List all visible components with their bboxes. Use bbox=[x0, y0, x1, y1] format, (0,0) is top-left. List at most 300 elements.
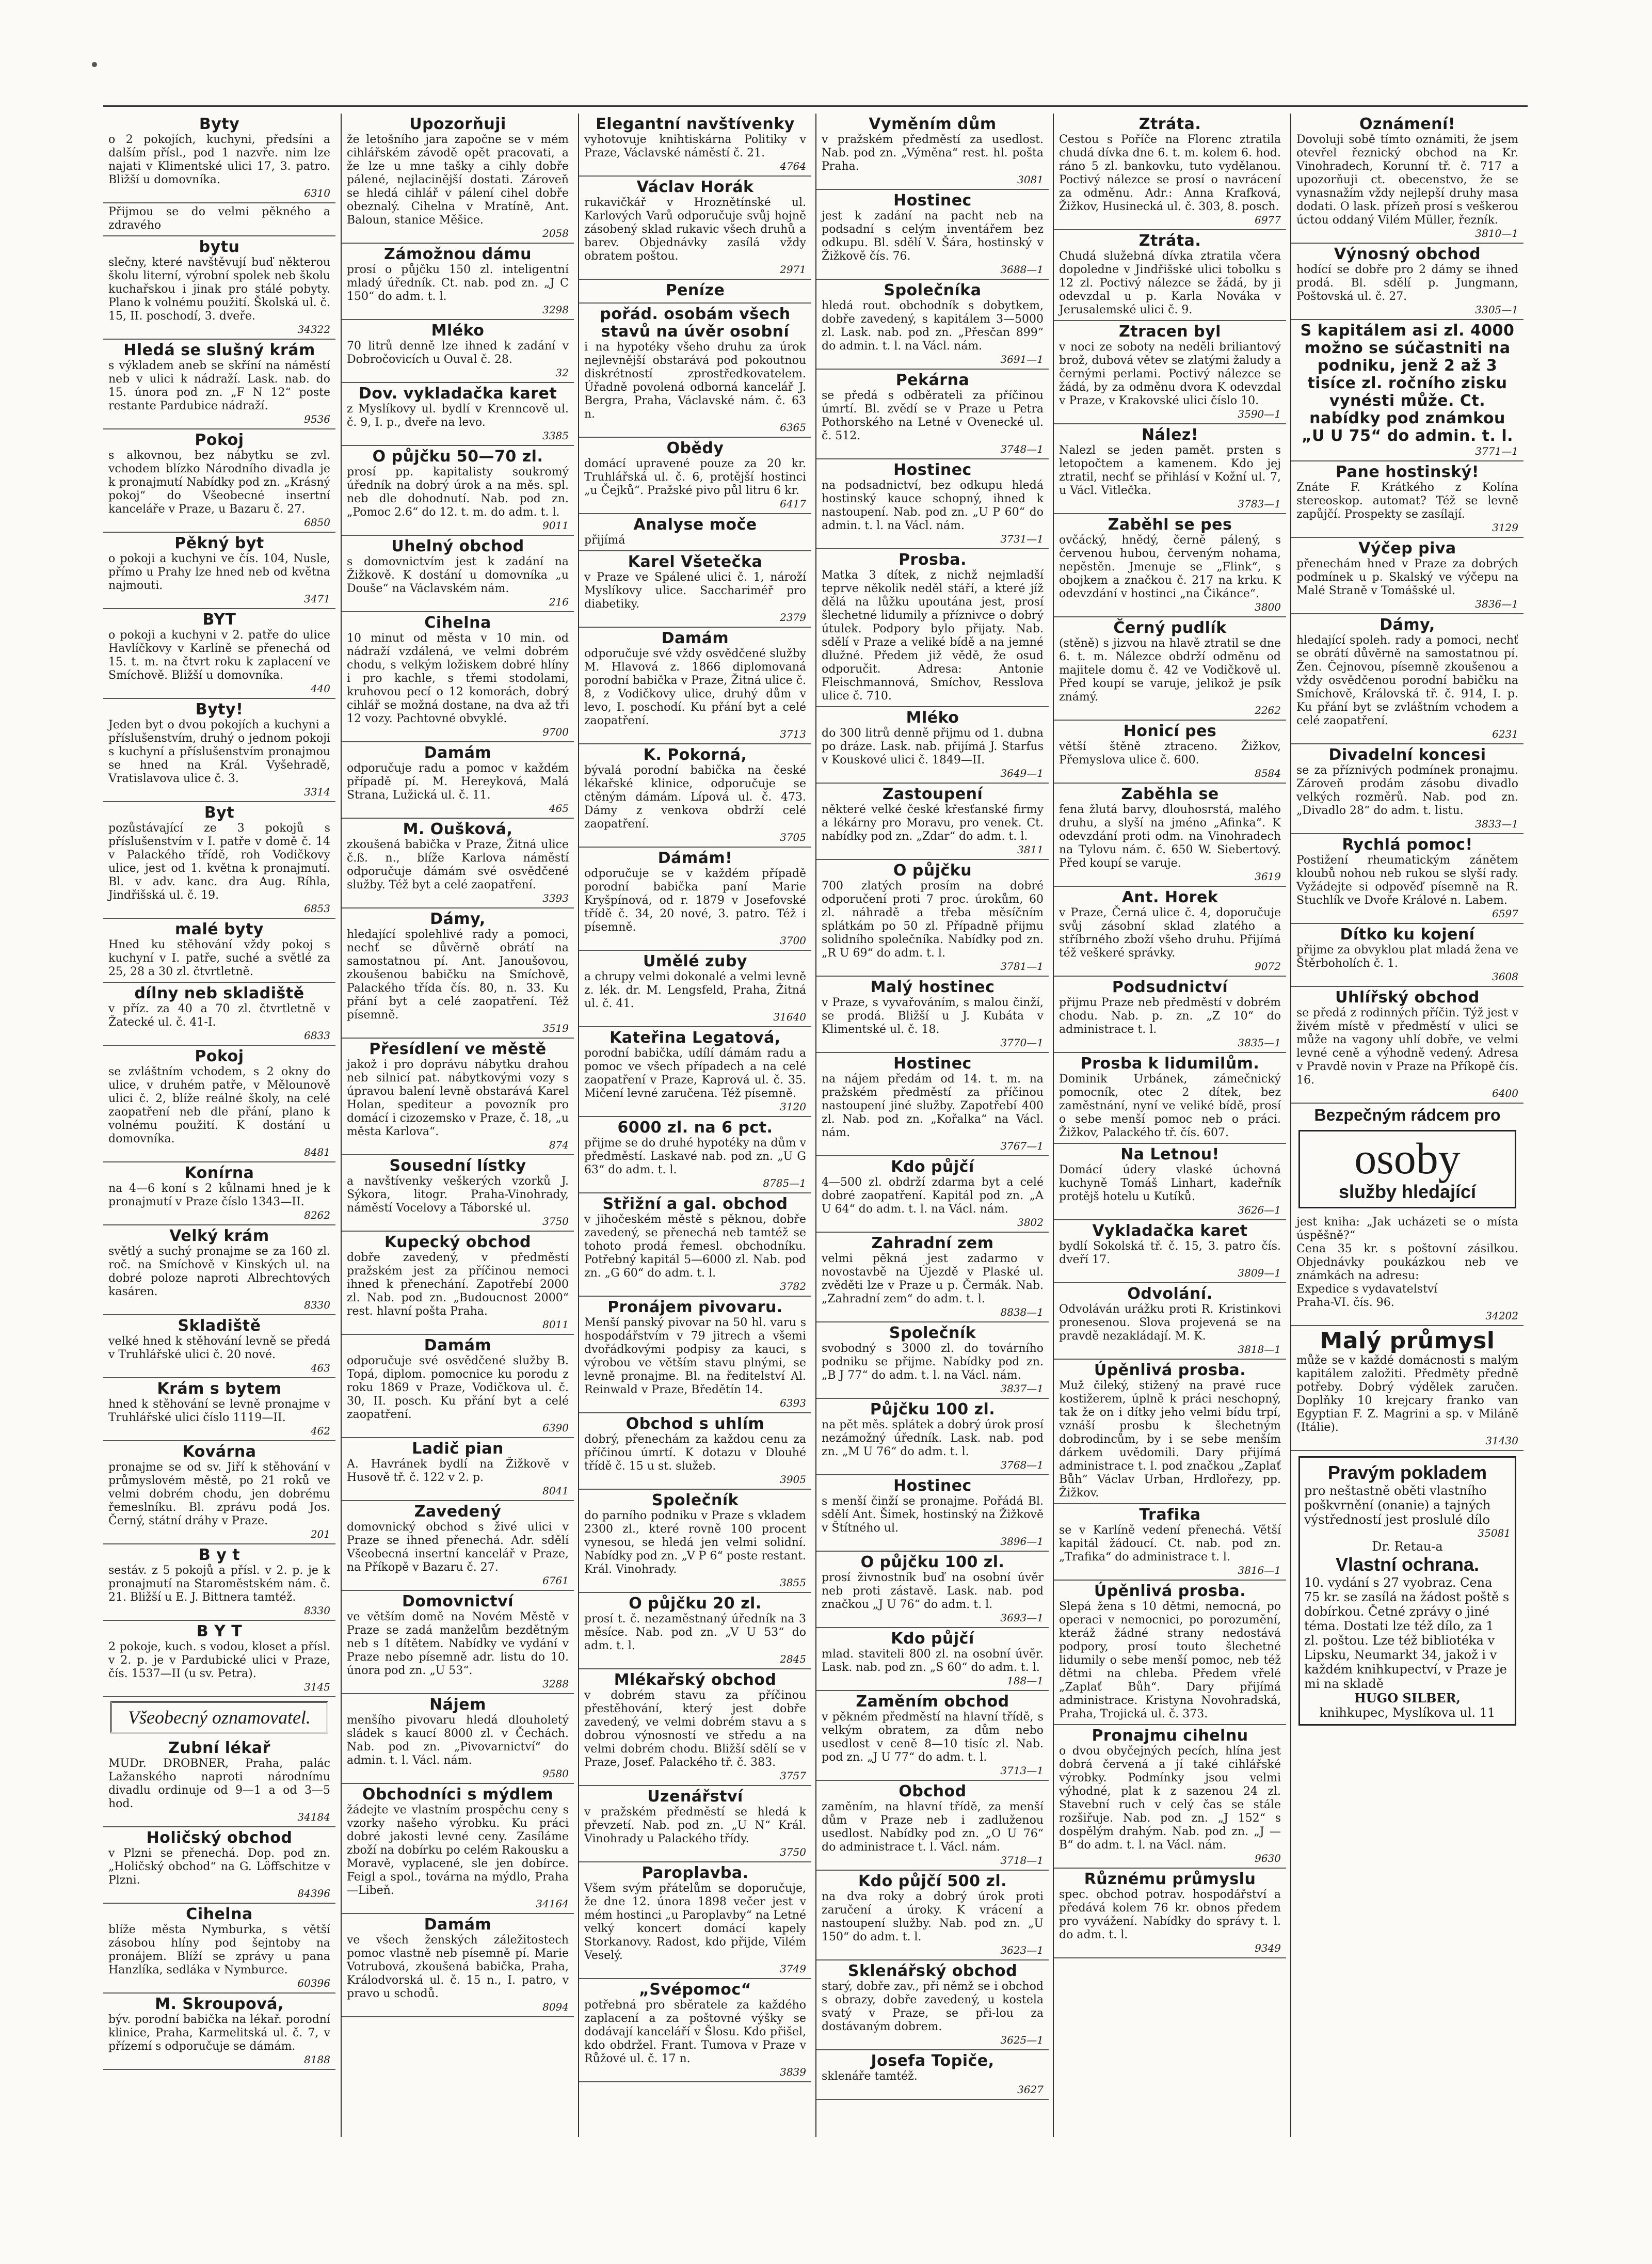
sluzby-word: služby hledající bbox=[1338, 1181, 1477, 1202]
classified-ad bbox=[342, 1501, 574, 1591]
ad-reference-number: 34184 bbox=[297, 1811, 330, 1823]
ad-body: s domovnictvím jest k zadání na Žižkově. K dostání u domovníka „u Douše“ na Václavském nám. bbox=[347, 555, 569, 595]
ad-heading: Zaběhl se pes bbox=[1108, 516, 1232, 534]
ad-reference-number: 3649—1 bbox=[1000, 767, 1044, 779]
ad-body: Matka 3 dítek, z nichž nejmladší teprve několik neděl stáří, a které jíž dělá na lůžku upoutána jest, prosí šlechetné lidumily a příznivce o dobrý útulek. Podpory bylo přijaty. Nab. sdělí v Praze a veliké bídě a na jemné dlužné. Předem již vědě, že osud odporučit. Adresa: Antonie Fleischmannová, Smíchov, Resslova ulice č. 710. bbox=[822, 569, 1044, 703]
ad-heading: Dov. vykladačka karet bbox=[358, 385, 557, 403]
classified-ad bbox=[1291, 834, 1523, 924]
book-line: Praha-VI. čís. 96. bbox=[1296, 1296, 1394, 1309]
ad-body: Domácí údery vlaské úchovná kuchyně Tomáš Linhart, kadeřník protějš hotelu u Kutíků. bbox=[1059, 1163, 1281, 1203]
ad-heading: Pokoj bbox=[195, 1047, 244, 1065]
ad-body: s menší činží se pronajme. Pořádá Bl. sdělí Ant. Šimek, hostinský na Žižkově v Štítného ul. bbox=[822, 1495, 1044, 1535]
ad-heading: Byt bbox=[204, 804, 235, 822]
ad-heading: Společníka bbox=[884, 281, 982, 299]
osoby-box bbox=[1298, 1130, 1516, 1208]
ad-body: o dvou obyčejných pecích, hlína jest dobrá červená a jí také cihlářské výrobky. Podmínky jsou velmi výhodné, plat k z sazenou 24 zl. Stavební ruch v celý čas se stále rozšiřuje. Nab. pod zn. „J 152“ s dospělým drahým. Nab. pod zn. „J — B“ do adm. t. l. na Václ. nám. bbox=[1059, 1745, 1281, 1852]
ad-body: Dominik Urbánek, zámečnický pomocník, otec 2 dítek, bez zaměstnání, nyní ve veliké bídě, prosí o sebe menší pomoc neb o práci. Žižkov, Palackého tř. čís. 607. bbox=[1059, 1073, 1281, 1139]
classified-ad bbox=[1054, 424, 1286, 514]
ad-body: s výkladem aneb se skříní na náměstí neb v ulici k nádraží. Lask. nab. do 15. února pod zn. „F N 12“ poste restante Pardubice nádraží. bbox=[108, 359, 330, 412]
classified-ad bbox=[103, 1544, 335, 1621]
ad-body: na 4—6 koní s 2 kůlnami hned je k pronajmutí v Praze číslo 1343—II. bbox=[108, 1182, 330, 1208]
ad-body: Hned ku stěhování vždy pokoj s kuchyní v I. patře, suché a světlé za 25, 28 a 30 zl. čtvrtletně. bbox=[108, 938, 330, 978]
ad-heading: Vyměním dům bbox=[869, 115, 997, 133]
ad-body: Dovoluji sobě tímto oznámiti, že jsem otevřel řeznický obchod na Kr. Vinohradech, Korunní tř. č. 717 a upozorňuji ct. obecenstvo, že se vynasnažím vždy nejlepší druhy masa dodati. O lask. přízeň prosí s veškerou úctou oddaný Vilém Müller, řezník. bbox=[1296, 133, 1518, 227]
ad-body: Muž čileký, stižený na pravé ruce kostižerem, úplně k práci neschopný, tak že on i dítky jeho velmi bídu trpí, vznáší prosbu k šlechetným dobrodincům, by i se sebe menším dárkem uvědomili. Dary přijímá administrace t. l. pod značkou „Zaplať Bůh“ Václav Urban, Hrdlořezy, pp. Žižkov. bbox=[1059, 1379, 1281, 1500]
ad-reference-number: 3623—1 bbox=[1000, 1944, 1044, 1956]
ad-body: přijímá bbox=[584, 534, 625, 547]
ad-body: odporučuje radu a pomoc v každém případě pí. M. Hereyková, Malá Strana, Lužická ul. č. 11. bbox=[347, 762, 569, 802]
ad-body: ve větším domě na Novém Městě v Praze se zadá manželům bezdětným neb s 1 dítětem. Nabídky ve vydání v Praze nebo písemně adr. listu do 10. února pod zn. „U 53“. bbox=[347, 1611, 569, 1677]
ad-body: A. Havránek bydlí na Žižkově v Husově tř. č. 122 v 2. p. bbox=[347, 1458, 569, 1484]
classified-ad bbox=[816, 1628, 1049, 1691]
ad-heading: Nájem bbox=[429, 1696, 486, 1714]
ad-heading: Kdo půjčí bbox=[891, 1630, 974, 1648]
ad-body: na podsadnictví, bez odkupu hledá hostinský kauce schopný, ihned k nastoupení. Nab. pod zn. „U P 60“ do admin. t. l. na Václ. nám. bbox=[822, 479, 1044, 532]
poklad-heading: Pravým pokladem bbox=[1327, 1462, 1487, 1483]
classified-ad bbox=[816, 114, 1049, 190]
ad-body: přijme za obvyklou plat mladá žena ve Štěrboholích č. 1. bbox=[1296, 944, 1518, 970]
poklad-seller-address: knihkupec, Myslíkova ul. 11 bbox=[1319, 1705, 1496, 1720]
classified-ad bbox=[816, 1322, 1049, 1399]
ad-body: o pokoji a kuchyni ve čís. 104, Nusle, přímo u Prahy lze hned neb od května najmouti. bbox=[108, 552, 330, 592]
ad-reference-number: 3816—1 bbox=[1238, 1564, 1281, 1576]
ad-reference-number: 463 bbox=[310, 1362, 330, 1374]
ad-heading: Umělé zuby bbox=[643, 952, 747, 970]
classified-ad bbox=[816, 370, 1049, 459]
ad-heading: Byty bbox=[199, 115, 240, 133]
ad-reference-number: 60396 bbox=[297, 1977, 330, 1989]
maly-prumysl-heading: Malý průmysl bbox=[1320, 1328, 1495, 1354]
classified-ad bbox=[1291, 461, 1523, 538]
ad-reference-number: 3608 bbox=[1492, 970, 1518, 983]
ad-reference-number: 8188 bbox=[304, 2053, 330, 2066]
ink-spot bbox=[92, 62, 97, 67]
ad-heading: Obchod s uhlím bbox=[625, 1415, 765, 1433]
ad-body: Jeden byt o dvou pokojích a kuchyni a příslušenstvím, druhý o jednom pokoji s kuchyní a příslušenstvím pronajmou se hned na Král. Vyšehradě, Vratislavova ulice č. 3. bbox=[108, 719, 330, 785]
ad-body: žádejte ve vlastním prospěchu ceny s vzorky našeho výrobku. Ku práci dobré jakosti levné ceny. Zasíláme zboží na dobírku po celém Rakousku a Moravě, vyplacené, sle jen dobírce. Feigl a spol., továrna na mýdlo, Praha—Libeň. bbox=[347, 1804, 569, 1897]
ad-heading: Pronajmu cihelnu bbox=[1092, 1727, 1248, 1745]
ad-heading: Holičský obchod bbox=[146, 1829, 293, 1847]
ad-reference-number: 9349 bbox=[1255, 1942, 1281, 1954]
ad-body: se v Karlíně vedení přenechá. Větší kapitál žádoucí. Ct. nab. pod zn. „Trafika“ do administrace t. l. bbox=[1059, 1524, 1281, 1564]
ad-body: blíže města Nymburka, s větší zásobou hlíny pod šejntoby na pronájem. Blíží se zprávy u pana Hanzlíka, sedláka v Nymburce. bbox=[108, 1923, 330, 1976]
ad-reference-number: 3770—1 bbox=[1000, 1037, 1044, 1049]
ad-heading: Damám bbox=[661, 629, 729, 647]
ad-heading: Hostinec bbox=[893, 192, 972, 210]
ad-heading: Václav Horák bbox=[636, 178, 754, 196]
classified-ad bbox=[1054, 977, 1286, 1053]
ad-heading: Mléko bbox=[431, 322, 485, 340]
poklad-seller: HUGO SILBER, bbox=[1354, 1691, 1461, 1705]
column-5 bbox=[1053, 114, 1286, 2137]
ad-body: dobrý, přenechám za každou cenu za příčinou úmrtí. K dotazu v Dlouhé třídě č. 15 u st. služeb. bbox=[584, 1433, 806, 1473]
ad-heading: Hostinec bbox=[893, 1055, 972, 1073]
classified-ad bbox=[816, 1960, 1049, 2050]
classified-ad bbox=[342, 612, 574, 742]
poklad-box bbox=[1298, 1456, 1516, 1726]
ad-reference-number: 3818—1 bbox=[1238, 1343, 1281, 1356]
ad-body: přijme se do druhé hypotéky na dům v předměstí. Laskavé nab. pod zn. „U G 63“ do adm. t. l. bbox=[584, 1137, 806, 1176]
classifieds-page bbox=[103, 114, 1528, 2137]
ad-body: mlad. staviteli 800 zl. na osobní úvěr. Lask. nab. pod zn. „S 60“ do adm. t. l. bbox=[822, 1648, 1044, 1674]
classified-ad bbox=[579, 551, 811, 628]
ad-body: Slepá žena s 10 dětmi, nemocná, po operaci v nemocnici, po porozumění, kteráž žádné strany nedostává podpory, prosí touto šlechetné lidumily o sebe menší pomoc, neb též dětmi na chleba. Předem vřelé „Zaplať Bůh“. Dary přijímá administrace. Kristyna Novohradská, Praha, Trojická ul. č. 373. bbox=[1059, 1600, 1281, 1720]
classified-ad bbox=[103, 802, 335, 919]
ad-reference-number: 6393 bbox=[780, 1397, 806, 1409]
classified-ad bbox=[342, 536, 574, 612]
ad-heading: Společník bbox=[889, 1324, 976, 1342]
ad-reference-number: 3800 bbox=[1255, 601, 1281, 613]
classified-ad bbox=[103, 1994, 335, 2070]
ad-body: Menší panský pivovar na 50 hl. varu s hospodářstvím v 79 jitrech a všemi dvořádkovými podpisy za kauci, s výrobou ve větším stavu plnými, se levně pronajme. Bl. na ředitelství Al. Reinwald v Praze, Bředětín 14. bbox=[584, 1316, 806, 1396]
ad-reference-number: 2845 bbox=[780, 1653, 806, 1665]
ad-heading: Ztráta. bbox=[1138, 232, 1201, 250]
ad-body: zaměním, na hlavní třídě, za menší dům v Praze neb i zadluženou usedlost. Nabídky pod zn. „O U 76“ do administrace t. l. Václ. nám. bbox=[822, 1800, 1044, 1854]
ad-heading: Upozorňuji bbox=[409, 115, 506, 133]
classified-ad bbox=[1291, 614, 1523, 744]
classified-ad bbox=[816, 549, 1049, 707]
column-1 bbox=[103, 114, 335, 2137]
ad-body: jakož i pro doprávu nábytku drahou neb silnicí pat. nábytkovými vozy s úpravou balení levně obstarává Karel Holan, spediteur a povozník pro domácí i cizozemsko v Praze, č. 18, „u města Karlova“. bbox=[347, 1058, 569, 1138]
classified-ad bbox=[103, 1827, 335, 1904]
ad-heading: Byty! bbox=[195, 700, 244, 719]
classified-ad bbox=[103, 340, 335, 429]
ad-body: Přijmou se do velmi pěkného a zdravého bbox=[108, 205, 330, 232]
ad-reference-number: 3393 bbox=[542, 892, 569, 904]
ad-body: z Myslíkovy ul. bydlí v Krenncově ul. č. 9, I. p., dveře na levo. bbox=[347, 403, 569, 429]
ad-body: bydlí Sokolská tř. č. 15, 3. patro čís. dveří 17. bbox=[1059, 1240, 1281, 1266]
ad-body: 10 minut od města v 10 min. od nádraží vzdálená, ve velmi dobrém chodu, s velkým ložiskem dobré hlíny i pro kachle, s třemi stodolami, kruhovou pecí o 12 komorách, dobrý cihlář se možná dostane, na dva až tři 12 vozy. Pachtovné obvyklé. bbox=[347, 632, 569, 725]
ad-body: větší štěně ztraceno. Žižkov, Přemyslova ulice č. 600. bbox=[1059, 740, 1281, 767]
ad-heading: M. Oušková, bbox=[403, 820, 513, 838]
ad-body: 700 zlatých prosím na dobré odporučení proti 7 proc. úrokům, 60 zl. náhradě a třeba měsíčním splátkám po 50 zl. Případně přijmu solidního společníka. Nabídky pod zn. „R U 69“ do adm. t. l. bbox=[822, 880, 1044, 960]
ad-reference-number: 6761 bbox=[542, 1574, 569, 1587]
classified-ad bbox=[579, 1490, 811, 1593]
ad-reference-number: 3810—1 bbox=[1475, 227, 1518, 240]
ad-heading: Zaměním obchod bbox=[856, 1693, 1009, 1711]
classified-ad bbox=[103, 1441, 335, 1544]
ad-heading: pořád. osobám všech stavů na úvěr osobní bbox=[600, 305, 791, 341]
ad-body: v pěkném předměstí na hlavní třídě, s velkým obratem, za dům nebo usedlost v ceně 8—10 tisíc zl. Nab. pod zn. „J U 77“ do adm. t. l. bbox=[822, 1711, 1044, 1764]
classified-ad bbox=[103, 1162, 335, 1225]
ad-reference-number: 3836—1 bbox=[1475, 598, 1518, 610]
ad-reference-number: 34164 bbox=[536, 1898, 569, 1910]
ad-body: Znáte F. Krátkého z Kolína stereoskop. automat? Též se levně zapůjčí. Prospekty se zasílají. bbox=[1296, 481, 1518, 521]
classified-ad bbox=[1291, 744, 1523, 834]
classified-ad bbox=[816, 1691, 1049, 1781]
ad-body: býv. porodní babička na lékař. porodní klinice, Praha, Karmelitská ul. č. 7, v přízemí s odporučuje se dámám. bbox=[108, 2013, 330, 2053]
classified-ad bbox=[579, 628, 811, 744]
ad-reference-number: 9700 bbox=[542, 726, 569, 738]
ad-heading: Střižní a gal. obchod bbox=[602, 1195, 788, 1213]
ad-reference-number: 6977 bbox=[1255, 214, 1281, 226]
ad-body: některé velké české křesťanské firmy a lékárny pro Moravu, pro venek. Ct. nabídky pod zn. „Zdar“ do adm. t. l. bbox=[822, 803, 1044, 843]
ad-reference-number: 3771—1 bbox=[1475, 445, 1518, 457]
ad-body: ve všech ženských záležitostech pomoc vlastně neb písemně pí. Marie Votrubová, zkoušená babička, Praha, Králodvorská ul. č. 15 n., I. patro, v pravo u schodů. bbox=[347, 1934, 569, 2000]
ad-reference-number: 3750 bbox=[780, 1846, 806, 1858]
ad-reference-number: 9072 bbox=[1255, 960, 1281, 972]
ad-body: bývalá porodní babička na české lékařské klinice, odporučuje se ctěným dámám. Lípová ul. č. 473. Dámy z venkova obdrží celé zaopatření. bbox=[584, 764, 806, 831]
ad-body: domácí upravené pouze za 20 kr. Truhlářská ul. č. 6, protější hostinci „u Čejků“. Pražské pivo půl litru 6 kr. bbox=[584, 457, 806, 497]
ad-reference-number: 6231 bbox=[1492, 728, 1518, 740]
ad-reference-number: 9536 bbox=[304, 413, 330, 425]
ad-reference-number: 3713 bbox=[780, 728, 806, 740]
classified-ad bbox=[103, 114, 335, 203]
ad-heading: Oznámení! bbox=[1359, 115, 1455, 133]
poklad-tail: 10. vydání s 27 vyobraz. Cena 75 kr. se zasílá na žádost poště s dobírkou. Četné zprávy o jiné téma. Dostati lze též dílo, za 1 zl. poštou. Lze též bibliotéka v Lipsku, Neumarkt 34, jakož i v každém knihkupectví, v Praze je mi na skladě bbox=[1304, 1575, 1510, 1691]
ad-heading: Analyse moče bbox=[633, 516, 757, 534]
ad-heading: Půjčku 100 zl. bbox=[870, 1400, 996, 1418]
ad-body: v dobrém stavu za příčinou přestěhování, který jest dobře zavedený, ve velmi dobrém stavu a s dobrou výnosností ve středu a na velmi dobrém chodu. Bližší sdělí se v Praze, Josef. Palackého tř. č. 383. bbox=[584, 1689, 806, 1769]
ad-reference-number: 6833 bbox=[304, 1029, 330, 1042]
ad-reference-number: 6853 bbox=[304, 902, 330, 915]
ad-body: velmi pěkná jest zadarmo v novostavbě na Újezdě v Plaské ul. zvěděti lze v Praze u p. Čermák. Nab. „Zahradní zem“ do adm. t. l. bbox=[822, 1252, 1044, 1305]
classified-ad bbox=[816, 860, 1049, 977]
ad-reference-number: 2379 bbox=[780, 611, 806, 624]
ad-heading: Paroplavba. bbox=[641, 1864, 749, 1882]
notice-heading: Bezpečným rádcem pro bbox=[1314, 1106, 1501, 1124]
classified-ad bbox=[579, 1593, 811, 1669]
ad-reference-number: 3839 bbox=[780, 2066, 806, 2078]
classified-ad bbox=[103, 1046, 335, 1162]
book-line: Cena 35 kr. s poštovní zásilkou. Objednávky poukázkou neb ve známkách na adresu: bbox=[1296, 1242, 1518, 1282]
classified-ad bbox=[579, 304, 811, 438]
ad-body: jest k zadání na pacht neb na podsadní s celým inventářem bez odkupu. Bl. sdělí V. Šára, hostinský v Žižkově čís. 76. bbox=[822, 210, 1044, 263]
ad-reference-number: 2058 bbox=[542, 227, 569, 240]
ad-body: sklenáře tamtéž. bbox=[822, 2070, 918, 2083]
ad-reference-number: 3718—1 bbox=[1000, 1854, 1044, 1867]
classified-ad bbox=[816, 1399, 1049, 1475]
ad-reference-number: 6850 bbox=[304, 516, 330, 529]
classified-ad bbox=[579, 848, 811, 951]
classified-ad bbox=[816, 459, 1049, 549]
classified-ad bbox=[816, 1871, 1049, 1960]
classified-ad bbox=[342, 1438, 574, 1501]
ad-body: prosí o půjčku 150 zl. inteligentní mladý úředník. Ct. nab. pod zn. „J C 150“ do adm. t. l. bbox=[347, 263, 569, 303]
ad-reference-number: 3519 bbox=[542, 1022, 569, 1034]
ad-heading: Trafika bbox=[1139, 1506, 1201, 1524]
classified-ad bbox=[816, 280, 1049, 370]
ad-heading: Ztráta. bbox=[1138, 115, 1201, 133]
ad-reference-number: 6390 bbox=[542, 1422, 569, 1434]
classified-ad bbox=[816, 1156, 1049, 1233]
book-line: jest kniha: „Jak ucházeti se o místa úspěšně?“ bbox=[1296, 1216, 1518, 1242]
ad-reference-number: 8785—1 bbox=[763, 1177, 806, 1189]
ad-heading: Damám bbox=[424, 744, 492, 762]
ad-heading: Černý pudlík bbox=[1113, 619, 1227, 637]
ad-reference-number: 3619 bbox=[1255, 870, 1281, 883]
ad-reference-number: 6400 bbox=[1492, 1087, 1518, 1099]
ad-heading: Damám bbox=[424, 1916, 492, 1934]
ad-heading: Mlékařský obchod bbox=[614, 1671, 777, 1689]
classified-ad bbox=[1054, 1581, 1286, 1725]
ad-reference-number: 3749 bbox=[780, 1963, 806, 1975]
classified-ad bbox=[579, 1669, 811, 1786]
ad-body: starý, dobře zav., při němž se i obchod s obrazy, dobře zavedený, u kostela svatý v Praze, se při-lou za dostávaným dobrem. bbox=[822, 1980, 1044, 2033]
ad-reference-number: 3145 bbox=[304, 1681, 330, 1693]
ad-heading: Rychlá pomoc! bbox=[1342, 836, 1473, 854]
ad-reference-number: 9630 bbox=[1255, 1852, 1281, 1864]
ad-heading: Společník bbox=[651, 1491, 739, 1509]
ad-body: v pražském předměstí za usedlost. Nab. pod zn. „Výměna“ rest. hl. pošta Praha. bbox=[822, 133, 1044, 173]
ad-reference-number: 3081 bbox=[1017, 173, 1044, 186]
ad-body: 2 pokoje, kuch. s vodou, kloset a přísl. v 2. p. je v Pardubické ulici v Praze, čís. 1537—II (u sv. Petra). bbox=[108, 1640, 330, 1680]
ad-body: hledá rout. obchodník s dobytkem, dobře zavedený, s kapitálem 3—5000 zl. Lask. nab. pod zn. „Přesčan 899“ do admin. t. l. na Václ. nám. bbox=[822, 299, 1044, 353]
ad-heading: dílny neb skladiště bbox=[134, 984, 304, 1002]
ad-heading: Ztracen byl bbox=[1119, 323, 1221, 341]
classified-ad bbox=[103, 1378, 335, 1441]
maly-prumysl-ref: 31430 bbox=[1485, 1434, 1518, 1447]
ad-heading: Přesídlení ve městě bbox=[369, 1040, 547, 1058]
ad-body: porodní babička, udílí dámám radu a pomoc ve všech případech a na celé zaopatření v Praze, Kaprová ul. č. 35. Mičení levné zaručena. Též písemně. bbox=[584, 1047, 806, 1100]
ad-heading: Elegantní navštívenky bbox=[596, 115, 795, 133]
ad-body: fena žlutá barvy, dlouhosrstá, malého druhu, a slyší na jméno „Afinka“. K odevzdání proti odm. na Vinohradech na Tylovu nám. č. 650 W. Siebertový. Před koupí se varuje. bbox=[1059, 803, 1281, 870]
ad-body: hodící se dobře pro 2 dámy se ihned prodá. Bl. sdělí p. Jungmann, Poštovská ul. č. 27. bbox=[1296, 263, 1518, 303]
ad-body: přenechám hned v Praze za dobrých podmínek u p. Skalský ve výčepu na Malé Straně v Tomášské ul. bbox=[1296, 557, 1518, 597]
ad-body: odporučuje své osvědčené služby B. Topá, diplom. pomocnice ku porodu z roku 1869 v Praze, Vodičkova ul. č. 30, II. posch. Ku přání byt a celé zaopatření. bbox=[347, 1354, 569, 1421]
classified-ad bbox=[1054, 321, 1286, 424]
ad-reference-number: 9011 bbox=[542, 519, 569, 532]
ad-reference-number: 34322 bbox=[297, 323, 330, 336]
classified-ad bbox=[1054, 1725, 1286, 1869]
ad-body: velké hned k stěhování levně se předá v Truhlářské ulici č. 20 nové. bbox=[108, 1335, 330, 1361]
ad-heading: Konírna bbox=[184, 1164, 254, 1182]
ad-reference-number: 3896—1 bbox=[1000, 1535, 1044, 1548]
classified-ad bbox=[1054, 1053, 1286, 1144]
ad-heading: Zámožnou dámu bbox=[384, 245, 532, 263]
ad-body: v pražském předměstí se hledá k převzetí. Nab. pod zn. „U N“ Král. Vinohrady u Palackého třídy. bbox=[584, 1806, 806, 1845]
classified-ad bbox=[579, 1413, 811, 1490]
ad-body: o pokoji a kuchyni v 2. patře do ulice Havlíčkovy v Karlíně se přenechá od 15. t. m. na čtvrt roku k zaplacení ve Smíchově. Bližší u domovníka. bbox=[108, 629, 330, 682]
ad-heading: Kdo půjčí bbox=[891, 1158, 974, 1176]
classified-ad bbox=[579, 177, 811, 280]
ad-body: prosí živnostník buď na osobní úvěr neb proti zástavě. Lask. nab. pod značkou „J U 76“ do adm. t. l. bbox=[822, 1571, 1044, 1611]
ad-heading: Prosba. bbox=[899, 551, 967, 569]
ad-heading: Různému průmyslu bbox=[1084, 1870, 1256, 1888]
classified-ad bbox=[103, 609, 335, 699]
book-ref: 34202 bbox=[1485, 1310, 1518, 1322]
classified-ad bbox=[1291, 924, 1523, 987]
osoby-word: osoby bbox=[1354, 1134, 1461, 1183]
ad-heading: Malý hostinec bbox=[870, 978, 995, 996]
classified-ad bbox=[342, 1232, 574, 1335]
ad-reference-number: 3855 bbox=[780, 1576, 806, 1589]
ad-heading: Uhelný obchod bbox=[391, 537, 524, 555]
classified-ad bbox=[579, 1297, 811, 1413]
ad-reference-number: 188—1 bbox=[1007, 1675, 1044, 1687]
classified-ad bbox=[342, 742, 574, 819]
ad-reference-number: 3705 bbox=[780, 831, 806, 843]
maly-prumysl-ad bbox=[1291, 1326, 1523, 1451]
poklad-ref: 35081 bbox=[1478, 1527, 1511, 1539]
classified-ad bbox=[579, 438, 811, 514]
classified-ad bbox=[342, 1335, 574, 1438]
ad-body: (stěně) s jizvou na hlavě ztratil se dne 6. t. m. Nálezce obdrží odměnu od majitele domu č. 42 ve Vodičkově ul. Před koupí se varuje, jelikož je psík známý. bbox=[1059, 637, 1281, 704]
ad-heading: Zaběhla se bbox=[1121, 785, 1219, 803]
classified-ad bbox=[103, 919, 335, 983]
ad-reference-number: 8262 bbox=[304, 1209, 330, 1221]
ad-body: vyhotovuje knihtiskárna Politiky v Praze, Václavské náměstí č. 21. bbox=[584, 133, 806, 160]
ad-reference-number: 440 bbox=[310, 682, 330, 695]
ad-body: se za příznivých podmínek pronajmu. Zároveň prodám zásobu divadlo velkých rozměrů. Nab. pod zn. „Divadlo 28“ do adm. t. listu. bbox=[1296, 764, 1518, 817]
ad-reference-number: 3767—1 bbox=[1000, 1140, 1044, 1152]
ad-body: Postižení rheumatickým zánětem kloubů nohou neb rukou se slyší rady. Vyžádejte si odpověď písemně na R. Stuchlík ve Dvoře Králové n. Labem. bbox=[1296, 854, 1518, 907]
ad-heading: Damám bbox=[424, 1336, 492, 1354]
ad-heading: Josefa Topiče, bbox=[871, 2052, 995, 2070]
ad-body: pozůstávající ze 3 pokojů s příslušenstvím v I. patře v domě č. 14 v Palackého třídě, roh Vodičkovy ulice, jest od 1. května k pronajmutí. Bl. v adv. kanc. dra Aug. Ríhla, Jindřišská ul. č. 19. bbox=[108, 822, 330, 902]
ad-body: 70 litrů denně lze ihned k zadání v Dobročovicích u Ouval č. 28. bbox=[347, 340, 569, 366]
ad-body: v Praze, Černá ulice č. 4, doporučuje svůj zásobní sklad zlatého a stříbrného zboží všeho druhu. Přijímá též veškeré správky. bbox=[1059, 906, 1281, 960]
classified-ad bbox=[342, 1591, 574, 1694]
ad-body: pronajme se od sv. Jiří k stěhování v průmyslovém městě, po 21 roků ve velmi dobrém chodu, jen dobrému řemeslníku. Bl. zprávu podá Jos. Černý, státní dráhy v Praze. bbox=[108, 1461, 330, 1527]
ad-heading: Dámy, bbox=[430, 910, 486, 928]
ad-body: na nájem předám od 14. t. m. na pražském předměstí za příčinou nastoupení jiné služby. Zapotřebí 400 zl. Nab. pod zn. „Kořalka“ na Václ. nám. bbox=[822, 1073, 1044, 1139]
ad-body: že letošního jara započne se v mém cihlářském závodě opět pracovati, a že lze u mne tašky a cihly dobře pálené, nejlacinější dostati. Zároveň se hledá cihlář v pálení cihel dobře obeznalý. Cihelna v Mratíně, Ant. Baloun, stanice Měšice. bbox=[347, 133, 569, 227]
classified-ad bbox=[579, 280, 811, 304]
ad-body: Cestou s Poříče na Florenc ztratila chudá dívka dne 6. t. m. kolem 6. hod. ráno 5 zl. bankovku, tuto vydělanou. Poctivý nálezce se prosí o navrácení za odměnu. Adr.: Anna Krafková, Žižkov, Husinecká ul. č. 303, 8. posch. bbox=[1059, 133, 1281, 213]
ad-heading: Podsudnictví bbox=[1112, 978, 1228, 996]
ad-heading: Na Letnou! bbox=[1120, 1145, 1220, 1163]
ad-reference-number: 3288 bbox=[542, 1678, 569, 1690]
ad-heading: Uhlířský obchod bbox=[1335, 988, 1480, 1007]
ad-body: slečny, které navštěvují buď některou školu literní, výrobní spolek neb školu kuchařskou i jinak pro stálé pobyty. Plano k volnému použití. Školská ul. č. 15, II. poschodí, 3. dveře. bbox=[108, 256, 330, 323]
ad-reference-number: 3688—1 bbox=[1000, 263, 1044, 276]
classified-ad bbox=[816, 977, 1049, 1053]
classified-ad bbox=[1054, 784, 1286, 887]
classified-ad bbox=[103, 1737, 335, 1827]
ad-reference-number: 6310 bbox=[304, 187, 330, 199]
ad-reference-number: 3757 bbox=[780, 1769, 806, 1782]
ad-heading: Pekárna bbox=[895, 371, 970, 389]
classified-ad bbox=[1054, 1360, 1286, 1504]
ad-reference-number: 3811 bbox=[1017, 843, 1044, 856]
classified-ad bbox=[103, 1225, 335, 1315]
ad-body: prosí t. č. nezaměstnaný úředník na 3 měsíce. Nab. pod zn. „V U 53“ do adm. t. l. bbox=[584, 1613, 806, 1652]
ad-heading: Pronájem pivovaru. bbox=[607, 1298, 783, 1316]
ad-reference-number: 3809—1 bbox=[1238, 1267, 1281, 1279]
classified-ad bbox=[342, 383, 574, 446]
ad-heading: Odvolání. bbox=[1127, 1285, 1213, 1303]
ad-heading: Krám s bytem bbox=[157, 1380, 282, 1398]
ad-body: sestáv. z 5 pokojů a přísl. v 2. p. je k pronajmutí na Staroměstském nám. č. 21. Bližší u E. J. Bittnera tamtéž. bbox=[108, 1564, 330, 1604]
ad-body: na pět měs. splátek a dobrý úrok prosí nezámožný úředník. Lask. nab. pod zn. „M U 76“ do adm. t. l. bbox=[822, 1418, 1044, 1458]
ad-heading: Výnosný obchod bbox=[1334, 245, 1481, 263]
ad-heading: Peníze bbox=[665, 281, 725, 299]
ad-heading: Kdo půjčí 500 zl. bbox=[858, 1872, 1007, 1890]
ad-reference-number: 3782 bbox=[780, 1280, 806, 1293]
classified-ad bbox=[1291, 538, 1523, 614]
classified-ad bbox=[1291, 114, 1523, 244]
ad-reference-number: 8838—1 bbox=[1000, 1306, 1044, 1318]
ad-body: menšího pivovaru hledá dlouholetý sládek s kaucí 8000 zl. v Čechách. Nab. pod zn. „Pivovarnictví“ do admin. t. l. Václ. nám. bbox=[347, 1714, 569, 1767]
ad-reference-number: 3314 bbox=[304, 786, 330, 798]
ad-heading: Hostinec bbox=[893, 461, 972, 479]
ad-body: dobře zavedený, v předměstí pražském jest za příčinou nemoci ihned k přenechání. Zapotřebí 2000 zl. Nab. pod zn. „Budoucnost 2000“ rest. hlavní pošta Praha. bbox=[347, 1251, 569, 1318]
classified-ad bbox=[579, 1193, 811, 1297]
ad-body: o 2 pokojích, kuchyni, předsíni a dalším přísl., pod 1 nazvře. nim lze najati v Klimentské ulici 17, 3. patro. Bližší u domovníka. bbox=[108, 133, 330, 186]
ad-reference-number: 6417 bbox=[780, 498, 806, 510]
ad-heading: Pane hostinský! bbox=[1336, 463, 1479, 481]
ad-reference-number: 3835—1 bbox=[1238, 1037, 1281, 1049]
ad-heading: Dítko ku kojení bbox=[1340, 926, 1475, 944]
ad-body: v Praze ve Spálené ulici č. 1, nároží Myslíkovy ulice. Sacchariméř pro diabetiky. bbox=[584, 571, 806, 611]
ad-body: do 300 litrů denně přijmu od 1. dubna po dráze. Lask. nab. přijímá J. Starfus v Kouskové ulici č. 1849—II. bbox=[822, 727, 1044, 767]
classified-ad bbox=[579, 1786, 811, 1862]
classified-ad bbox=[1054, 1144, 1286, 1220]
ad-reference-number: 3700 bbox=[780, 934, 806, 947]
ad-reference-number: 3691—1 bbox=[1000, 353, 1044, 365]
ad-reference-number: 3748—1 bbox=[1000, 443, 1044, 455]
